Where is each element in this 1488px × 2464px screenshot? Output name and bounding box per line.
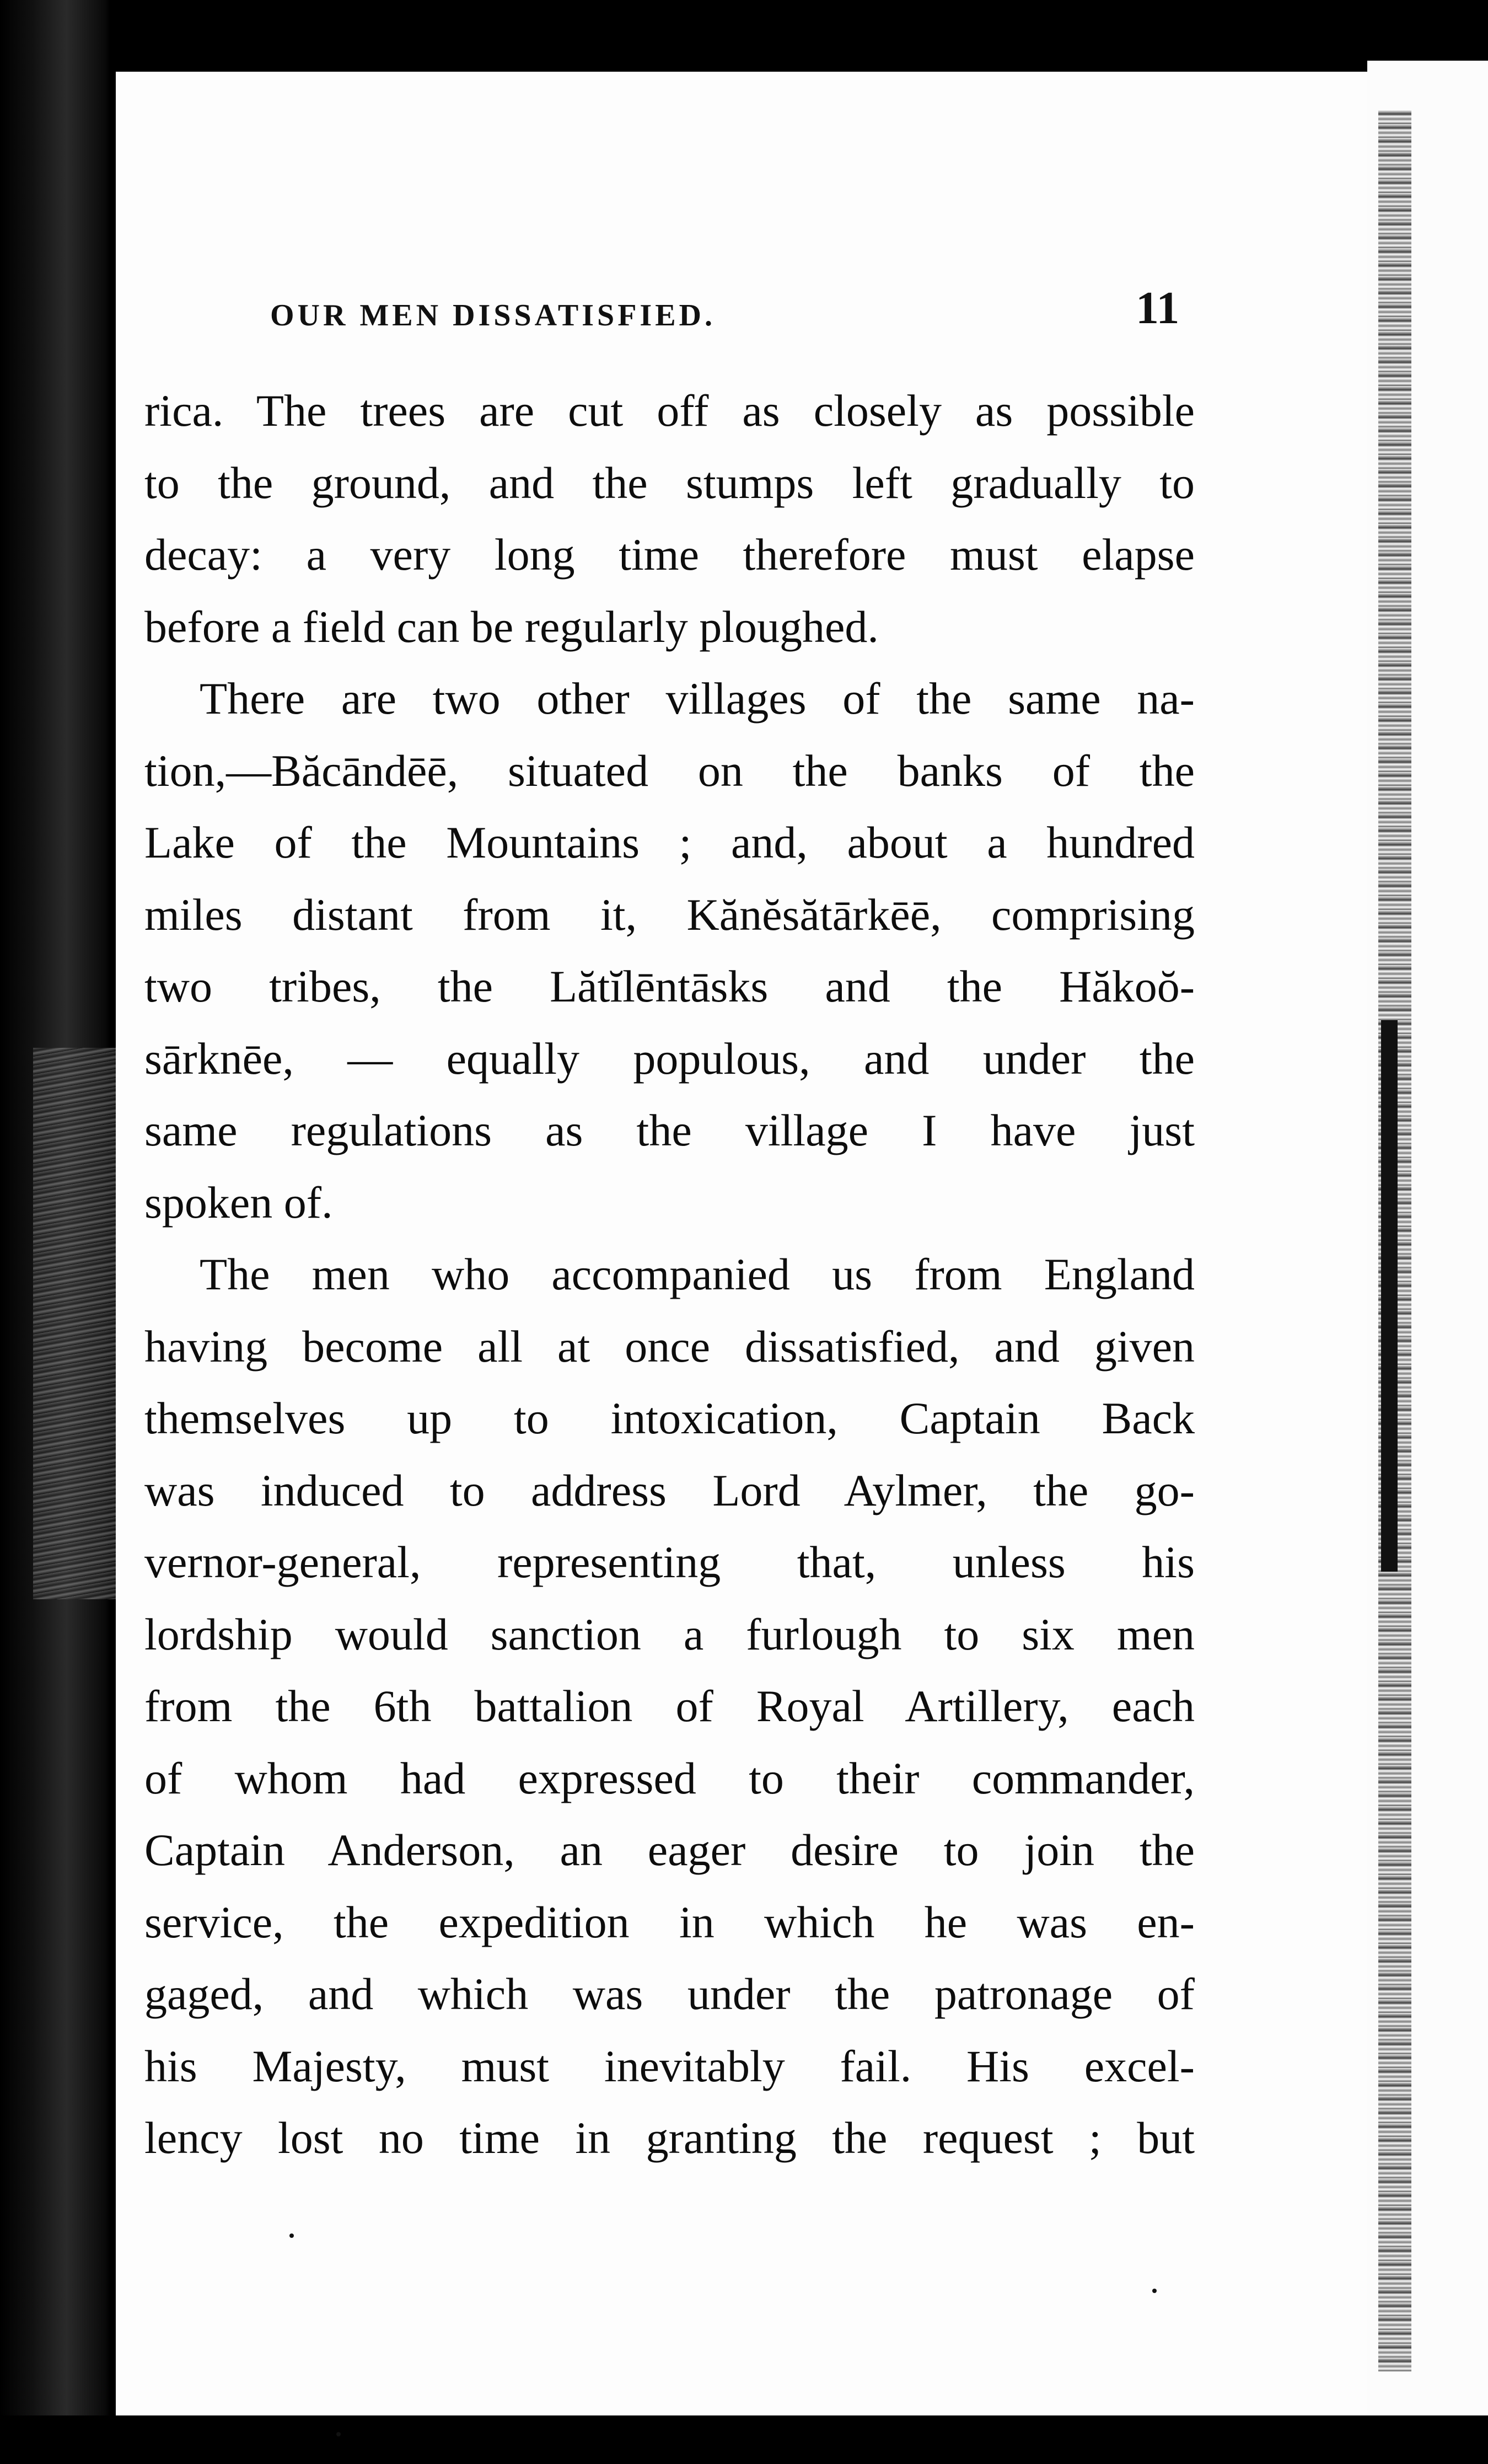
- text-line: sārknēe, — equally populous, and under the: [144, 1033, 1195, 1084]
- running-head-title: OUR MEN DISSATISFIED.: [270, 298, 716, 333]
- text-line: his Majesty, must inevitably fail. His excel-: [144, 2040, 1195, 2091]
- text-line: lency lost no time in granting the request ; but: [144, 2113, 1195, 2163]
- text-line: rica. The trees are cut off as closely as possible: [144, 385, 1195, 436]
- text-line: of whom had expressed to their commander,: [144, 1753, 1195, 1803]
- body-text: [144, 375, 1195, 2174]
- text-line: Captain Anderson, an eager desire to join the: [144, 1825, 1195, 1875]
- text-line: themselves up to intoxication, Captain Back: [144, 1393, 1195, 1443]
- text-line: vernor-general, representing that, unless his: [144, 1537, 1195, 1587]
- text-line: gaged, and which was under the patronage of: [144, 1969, 1195, 2019]
- ink-speck: [336, 2432, 341, 2436]
- text-line: tion,—Băcāndēē, situated on the banks of the: [144, 745, 1195, 796]
- paragraph-1: [144, 375, 1195, 663]
- text-line: spoken of.: [144, 1177, 333, 1228]
- page-number: 11: [1136, 282, 1180, 334]
- text-line: two tribes, the Lătĭlēntāsks and the Hăkoŏ-: [144, 961, 1195, 1011]
- text-line: before a field can be regularly ploughed.: [144, 601, 879, 652]
- paragraph-3: [144, 1239, 1195, 2174]
- ink-speck: [289, 2233, 294, 2238]
- text-line: to the ground, and the stumps left gradually to: [144, 457, 1195, 508]
- text-line: There are two other villages of the same na-: [200, 673, 1195, 724]
- text-line: same regulations as the village I have just: [144, 1105, 1195, 1155]
- page-edge-shadow: [1381, 1020, 1398, 1572]
- text-line: The men who accompanied us from England: [200, 1249, 1195, 1299]
- text-line: decay: a very long time therefore must elapse: [144, 529, 1195, 580]
- text-line: was induced to address Lord Aylmer, the go-: [144, 1465, 1195, 1515]
- text-line: from the 6th battalion of Royal Artillery, each: [144, 1681, 1195, 1731]
- text-line: having become all at once dissatisfied, and given: [144, 1321, 1195, 1372]
- text-line: lordship would sanction a furlough to six men: [144, 1609, 1195, 1659]
- paragraph-2: [144, 663, 1195, 1239]
- text-line: miles distant from it, Kănĕsătārkēē, comprising: [144, 889, 1195, 940]
- scan-edge-noise: [33, 1048, 116, 1599]
- text-line: Lake of the Mountains ; and, about a hundred: [144, 817, 1195, 867]
- scan-bottom-border: [0, 2415, 1488, 2464]
- ink-speck: [1152, 2289, 1157, 2293]
- text-line: service, the expedition in which he was en-: [144, 1897, 1195, 1947]
